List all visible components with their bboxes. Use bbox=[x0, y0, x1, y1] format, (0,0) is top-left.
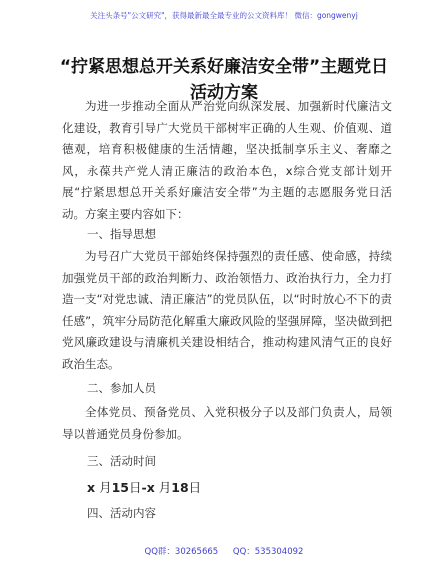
guiding-thought-paragraph: 为号召广大党员干部始终保持强烈的责任感、使命感，持续加强党员干部的政治判断力、政治领悟力、政治执行力，全力打造一支“对党忠诚、清正廉洁”的党员队伍，以“时时放心不下的责任感”，筑牢分局防范化解重大廉政风险的坚强屏障，坚决做到把党风廉政建设与清廉机关建设相结合，推动构建风清气正的良好政治生态。 bbox=[62, 249, 392, 371]
title-line-2: 活动方案 bbox=[190, 83, 258, 103]
section-heading-guiding-thought: 一、指导思想 bbox=[87, 227, 156, 241]
intro-paragraph: 为进一步推动全面从严治党向纵深发展、加强新时代廉洁文化建设，教育引导广大党员干部树牢正确的人生观、价值观、道德观，培育积极健康的生活情趣，坚决抵制享乐主义、奢靡之风，永葆共产党人清正廉洁的政治本色，x综合党支部计划开展“拧紧思想总开关系好廉洁安全带”为主题的志愿服务党日活动。方案主要内容如下： bbox=[62, 99, 392, 221]
date-x-start: x bbox=[87, 480, 96, 495]
date-day-word-1: 日 bbox=[128, 480, 142, 495]
participants-paragraph: 全体党员、预备党员、入党积极分子以及部门负责人，局领导以普通党员身份参加。 bbox=[62, 405, 392, 441]
footer-contact bbox=[0, 545, 448, 557]
footer-qq-group: QQ群：30265665 bbox=[144, 547, 219, 557]
date-day-end: 18 bbox=[171, 480, 189, 495]
header-promo-note: 关注头条号"公文研究"，获得最新最全最专业的公文资料库！ 微信：gongwenyj bbox=[90, 11, 358, 20]
date-day-start: 15 bbox=[111, 480, 129, 495]
date-month-word-1: 月 bbox=[99, 480, 112, 495]
date-month-word-2: 月 bbox=[158, 480, 172, 495]
footer-qq: QQ：535304092 bbox=[232, 547, 304, 557]
date-separator: -x bbox=[141, 480, 155, 495]
section-heading-activity-content: 四、活动内容 bbox=[87, 506, 156, 520]
activity-dates bbox=[87, 478, 201, 496]
date-day-word-2: 日 bbox=[188, 480, 202, 495]
section-heading-participants: 二、参加人员 bbox=[87, 381, 156, 395]
title-line-1: “拧紧思想总开关系好廉洁安全带”主题党日 bbox=[59, 57, 389, 77]
section-heading-activity-time: 三、活动时间 bbox=[87, 454, 156, 468]
